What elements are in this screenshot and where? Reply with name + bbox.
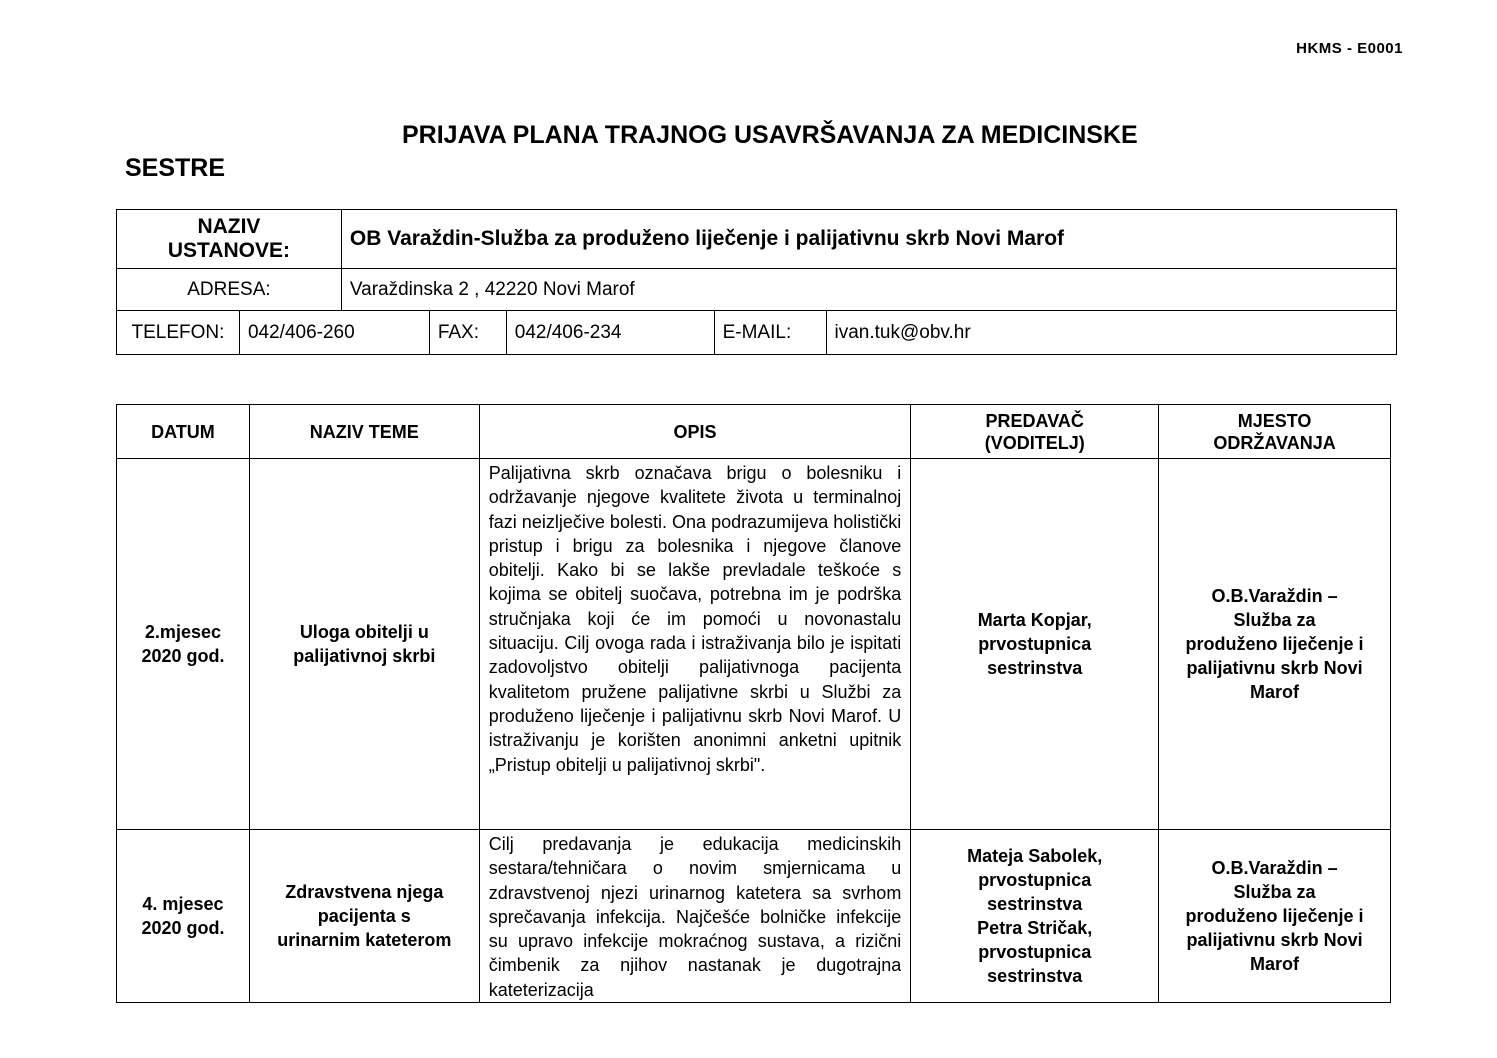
fax-label: FAX: — [429, 311, 506, 355]
row-location: O.B.Varaždin – Služba za produženo liječenje i palijativnu skrb Novi Marof — [1159, 830, 1391, 1003]
header-naziv-teme: NAZIV TEME — [249, 405, 479, 459]
row-topic: Uloga obitelji u palijativnoj skrbi — [249, 459, 479, 830]
header-datum: DATUM — [117, 405, 250, 459]
row-location: O.B.Varaždin – Služba za produženo liječenje i palijativnu skrb Novi Marof — [1159, 459, 1391, 830]
table-row — [117, 830, 1391, 1003]
address-value: Varaždinska 2 , 42220 Novi Marof — [341, 269, 1396, 311]
header-predavac: PREDAVAČ (VODITELJ) — [911, 405, 1159, 459]
document-title-continuation: SESTRE — [125, 154, 226, 182]
institution-name: OB Varaždin-Služba za produženo liječenje i palijativnu skrb Novi Marof — [341, 210, 1396, 269]
fax-value: 042/406-234 — [506, 311, 714, 355]
row-description — [479, 830, 911, 1003]
phone-value: 042/406-260 — [239, 311, 429, 355]
table-header-row — [117, 405, 1391, 459]
header-mjesto: MJESTO ODRŽAVANJA — [1159, 405, 1391, 459]
institution-name-label: NAZIV USTANOVE: — [117, 210, 342, 269]
institution-table — [116, 209, 1397, 355]
row-topic: Zdravstvena njega pacijenta s urinarnim kateterom — [249, 830, 479, 1003]
training-plan-table — [116, 404, 1391, 1003]
address-label: ADRESA: — [117, 269, 342, 311]
row-description: Palijativna skrb označava brigu o bolesniku i održavanje njegove kvalitete života u terminalnoj fazi neizlječive bolesti. Ona podrazumijeva holistički pristup i brigu za bolesnika i njegove članove obitelji. Kako bi se lakše prevladale teškoće s kojima se obitelj suočava, potrebna im je podrška stručnjaka koji će im pomoći u novonastalu situaciju. Cilj ovoga rada i istraživanja bilo je ispitati zadovoljstvo obitelji palijativnoga pacijenta kvalitetom pružene palijativne skrbi u Službi za produženo liječenje i palijativnu skrb Novi Marof. U istraživanju je korišten anonimni anketni upitnik „Pristup obitelji u palijativnoj skrbi". — [479, 459, 911, 830]
table-row — [117, 459, 1391, 830]
row-date: 4. mjesec 2020 god. — [117, 830, 250, 1003]
phone-label: TELEFON: — [117, 311, 240, 355]
row-description-text: Cilj predavanja je edukacija medicinskih sestara/tehničara o novim smjernicama u zdravstvenoj njezi urinarnog katetera sa svrhom sprečavanja infekcija. Najčešće bolničke infekcije su upravo infekcije mokraćnog sustava, a rizični čimbenik za njihov nastanak je dugotrajna kateterizacija — [488, 834, 902, 1000]
row-lecturer: Marta Kopjar, prvostupnica sestrinstva — [911, 459, 1159, 830]
email-value: ivan.tuk@obv.hr — [826, 311, 1396, 355]
row-lecturer: Mateja Sabolek, prvostupnica sestrinstva Petra Stričak, prvostupnica sestrinstva — [911, 830, 1159, 1003]
row-date: 2.mjesec 2020 god. — [117, 459, 250, 830]
document-code: HKMS - E0001 — [1296, 40, 1403, 57]
email-label: E-MAIL: — [714, 311, 826, 355]
header-opis: OPIS — [479, 405, 911, 459]
document-title: PRIJAVA PLANA TRAJNOG USAVRŠAVANJA ZA MEDICINSKE — [402, 121, 1138, 149]
